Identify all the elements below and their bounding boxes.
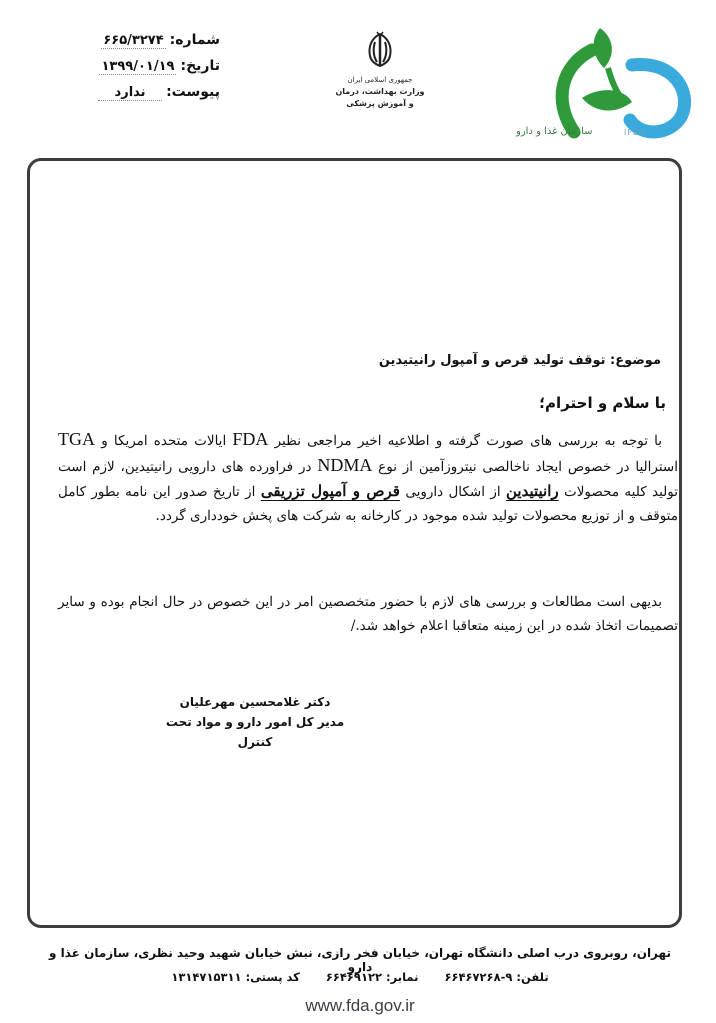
fda-acronym: FDA xyxy=(232,429,269,449)
footer-fax: نمابر: ۶۶۴۶۹۱۲۲ xyxy=(325,970,419,984)
letter-meta xyxy=(60,32,220,110)
letter-number-label: شماره: xyxy=(169,32,220,48)
ranitidine-emphasis: رانیتیدین xyxy=(505,482,559,500)
paragraph-text: ایالات متحده امریکا و xyxy=(101,433,227,449)
ministry-emblem xyxy=(325,30,435,110)
signature-block xyxy=(150,692,360,752)
letter-paragraph-2: بدیهی است مطالعات و بررسی های لازم با حضور متخصصین امر در این خصوص در حال انجام بوده و سایر تصمیمات اتخاذ شده در این زمینه متعاقبا اعلام خواهد شد./ xyxy=(58,594,678,634)
website-link[interactable]: www.fda.gov.ir xyxy=(305,996,415,1015)
paragraph-text: در فراورده های دارویی رانیتیدین، لازم است تولید کلیه محصولات xyxy=(58,459,679,500)
tga-acronym: TGA xyxy=(58,429,95,449)
letter-date-row xyxy=(60,58,220,84)
paragraph-text: از اشکال دارویی xyxy=(405,484,501,500)
letter-date-label: تاریخ: xyxy=(180,58,220,74)
footer-phone: تلفن: ۹-۶۶۴۶۷۲۶۸ xyxy=(444,970,549,984)
footer-contacts xyxy=(40,970,680,984)
dosage-forms-emphasis: قرص و آمپول تزریقی xyxy=(260,482,400,500)
letter-greeting: با سلام و احترام؛ xyxy=(539,394,666,412)
letter-attachment-label: پیوست: xyxy=(166,84,220,100)
signatory-title: مدیر کل امور دارو و مواد تحت کنترل xyxy=(165,715,345,749)
emblem-country: جمهوری اسلامی ایران xyxy=(347,76,413,84)
paragraph-text: استرالیا در خصوص ایجاد ناخالصی نیتروزآمین از نوع xyxy=(378,459,678,475)
signatory-name: دکتر غلامحسین مهرعلیان xyxy=(179,695,331,709)
footer-address: تهران، روبروی درب اصلی دانشگاه تهران، خیابان فخر رازی، نبش خیابان شهید وحید نظری، سازمان غذا و دارو xyxy=(49,946,671,974)
letter-number-value: ۶۶۵/۳۲۷۴ xyxy=(103,33,164,48)
iran-emblem-icon xyxy=(363,30,397,70)
footer-postal-code: کد پستی: ۱۳۱۴۷۱۵۳۱۱ xyxy=(171,970,300,984)
emblem-ministry: وزارت بهداشت، درمان xyxy=(335,87,425,96)
letter-attachment-row xyxy=(60,84,220,110)
paragraph-text: با توجه به بررسی های صورت گرفته و اطلاعیه اخیر مراجعی نظیر xyxy=(274,433,663,449)
letter-attachment-value: ندارد xyxy=(98,85,162,101)
letter-number-row xyxy=(60,32,220,58)
emblem-ministry-2: و آموزش پزشکی xyxy=(346,99,414,108)
letter-subject: موضوع: توقف تولید قرص و آمپول رانیتیدین xyxy=(378,353,661,368)
letter-date-value: ۱۳۹۹/۰۱/۱۹ xyxy=(101,59,175,74)
paragraph-text: از تاریخ صدور این نامه بطور کامل متوقف و از توزیع محصولات تولید شده موجود در کارخانه به شرکت های پخش خودداری گردد. xyxy=(58,484,678,524)
ifda-caption-en: IFDA xyxy=(624,128,647,137)
ndma-acronym: NDMA xyxy=(317,455,373,475)
letter-frame xyxy=(27,158,682,928)
letter-paragraph-1 xyxy=(58,427,678,528)
ifda-caption-fa: سازمان غذا و دارو xyxy=(516,126,593,137)
